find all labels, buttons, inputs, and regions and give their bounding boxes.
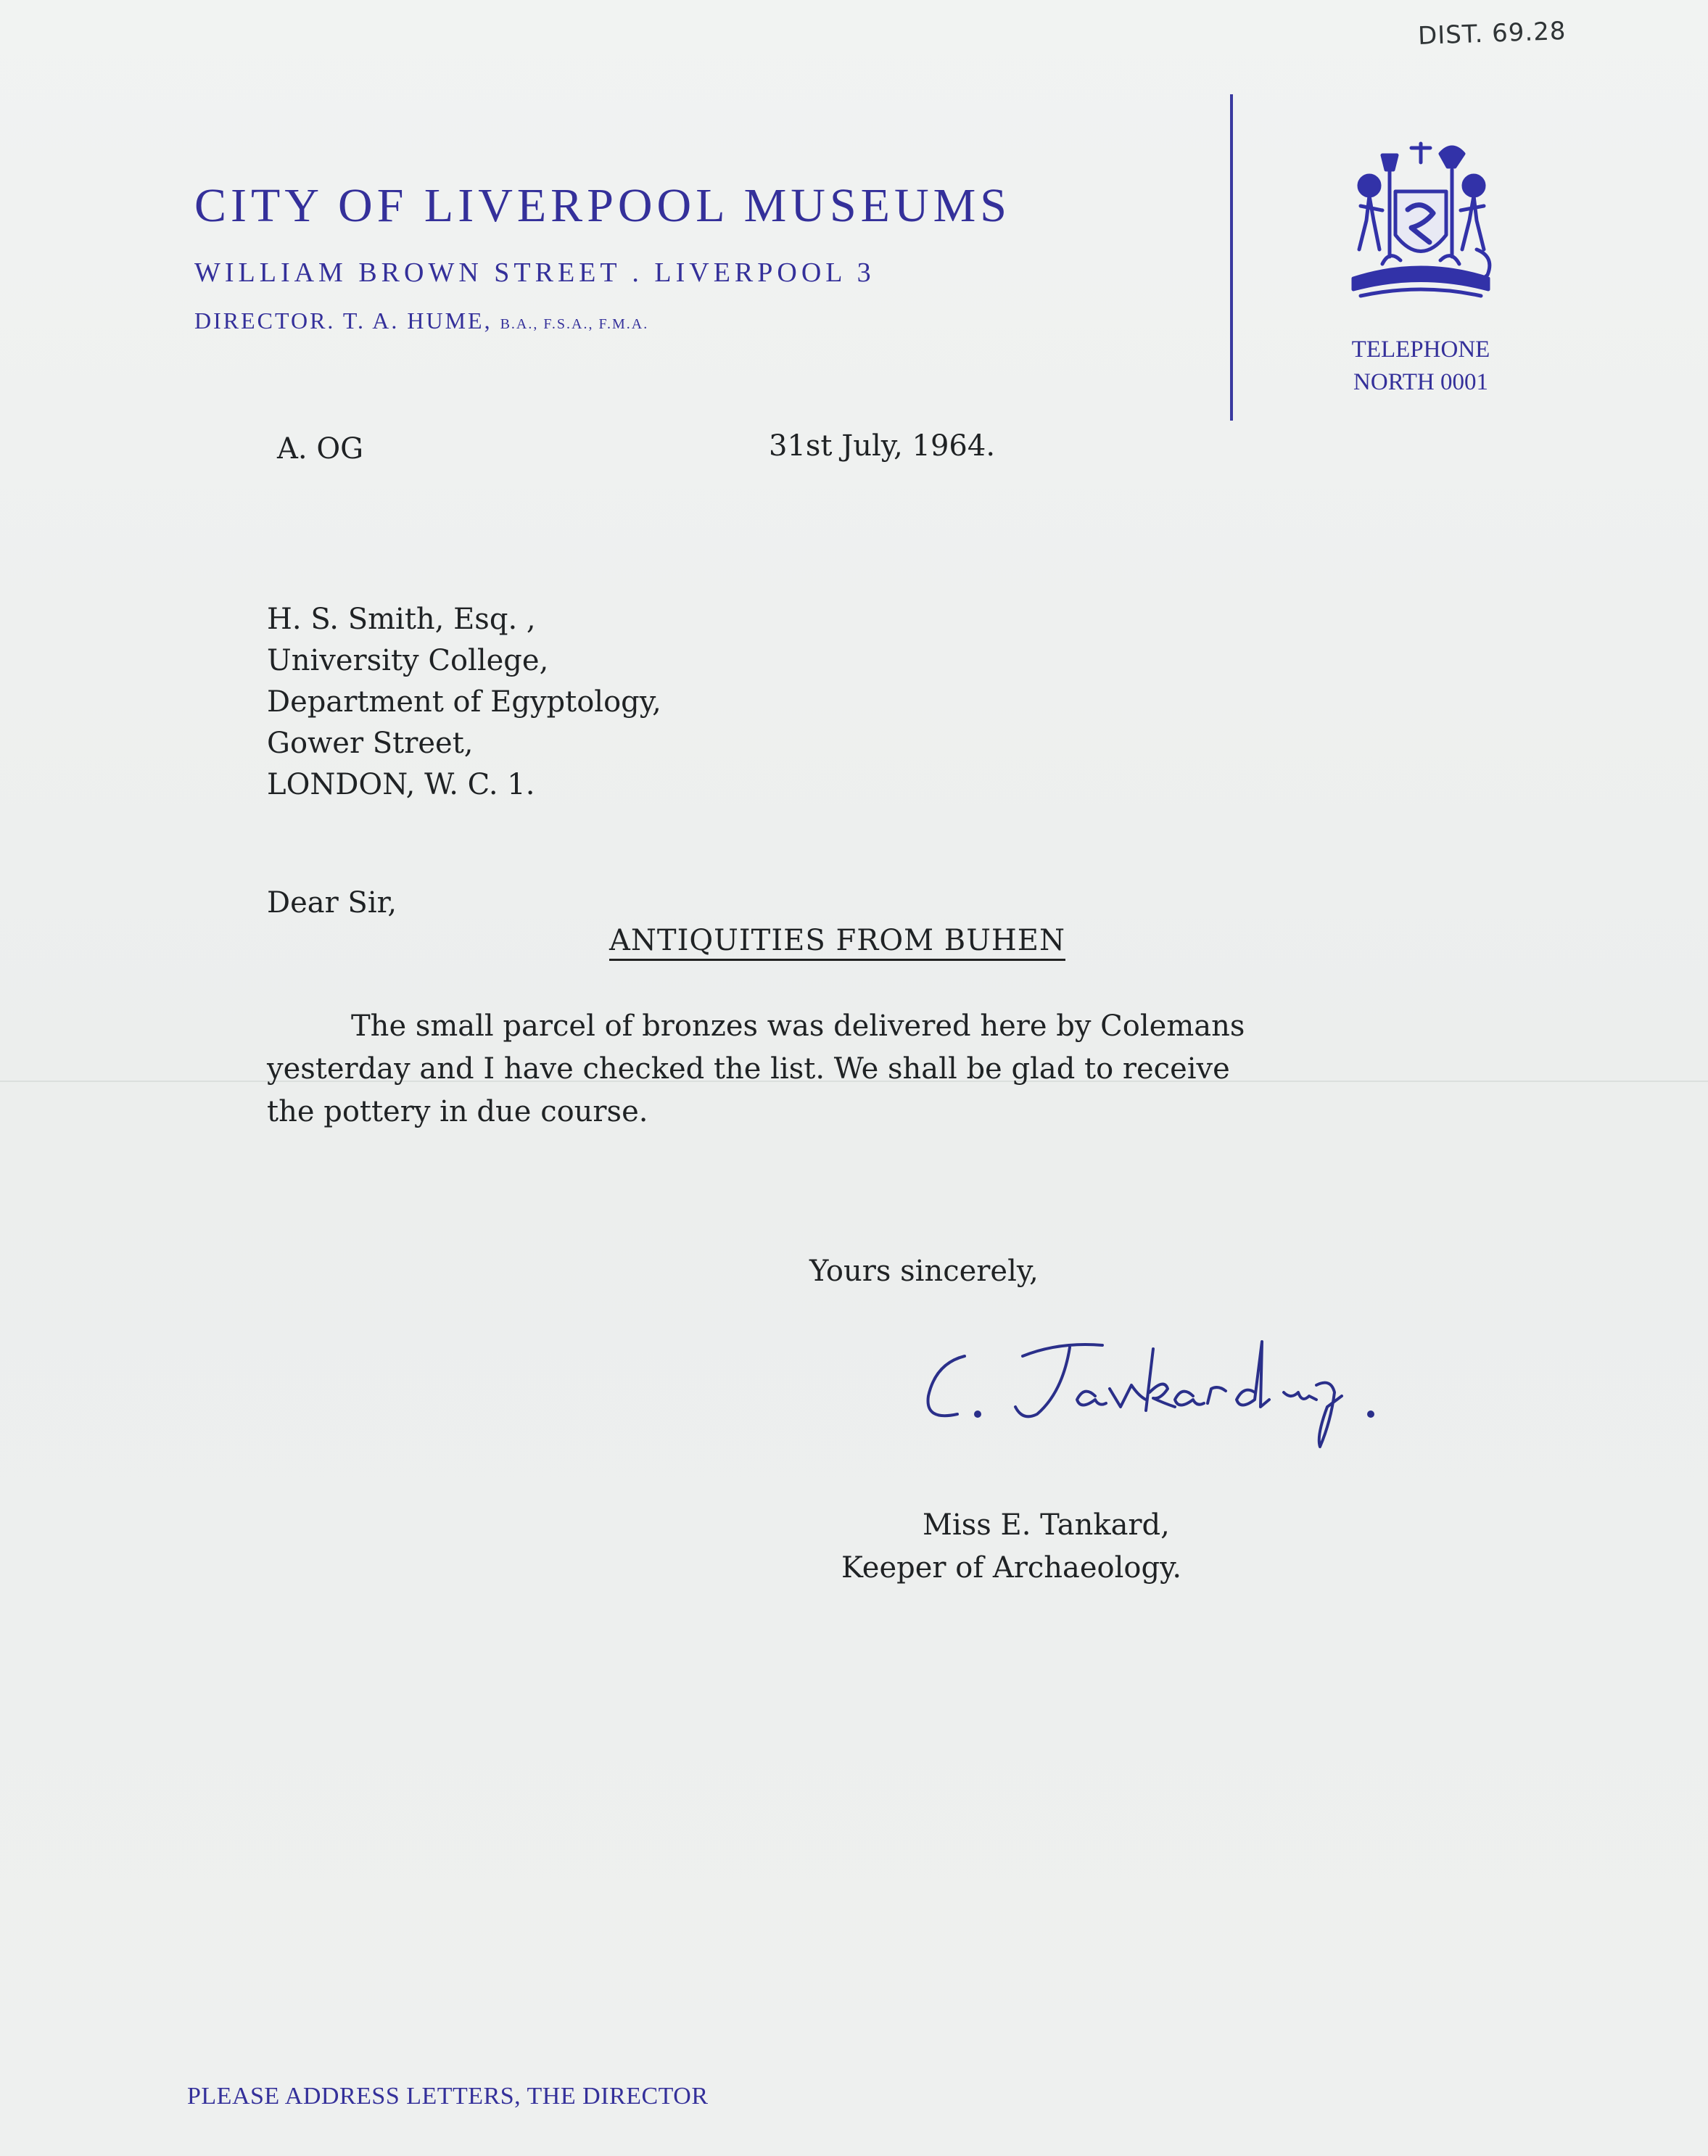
recipient-address [267, 599, 661, 806]
telephone-label: TELEPHONE [1351, 336, 1490, 363]
signer-block [841, 1504, 1182, 1590]
letterhead-street: WILLIAM BROWN STREET . LIVERPOOL 3 [194, 257, 875, 288]
director-name: DIRECTOR. T. A. HUME, [194, 307, 492, 334]
body-line: the pottery in due course. [267, 1095, 648, 1128]
address-line: H. S. Smith, Esq. , [267, 603, 536, 636]
director-qualifications: B.A., F.S.A., F.M.A. [500, 316, 649, 332]
body-line: yesterday and I have checked the list. We shall be glad to receive [267, 1052, 1230, 1086]
closing: Yours sincerely, [809, 1255, 1039, 1288]
footer-note: PLEASE ADDRESS LETTERS, THE DIRECTOR [187, 2083, 709, 2110]
subject-heading: ANTIQUITIES FROM BUHEN [609, 924, 1065, 961]
address-line: Department of Egyptology, [267, 685, 661, 719]
signer-name: Miss E. Tankard, [923, 1508, 1170, 1542]
coat-of-arms-icon [1339, 141, 1503, 307]
archive-mark: DIST. 69.28 [1417, 16, 1567, 51]
address-line: LONDON, W. C. 1. [267, 768, 535, 801]
body-line: The small parcel of bronzes was delivered here by Colemans [351, 1009, 1245, 1043]
signer-title: Keeper of Archaeology. [841, 1551, 1182, 1585]
telephone-block [1339, 334, 1503, 399]
telephone-number: NORTH 0001 [1353, 369, 1488, 395]
reference-code: A. OG [277, 432, 364, 466]
salutation: Dear Sir, [267, 886, 397, 920]
address-line: University College, [267, 644, 549, 677]
handwritten-signature [914, 1327, 1407, 1458]
address-line: Gower Street, [267, 727, 474, 760]
letterhead-title: CITY OF LIVERPOOL MUSEUMS [194, 179, 1012, 232]
letterhead-divider [1230, 94, 1233, 421]
letterhead-director [194, 307, 648, 334]
letter-body [267, 1005, 1245, 1133]
letter-date: 31st July, 1964. [769, 429, 996, 463]
